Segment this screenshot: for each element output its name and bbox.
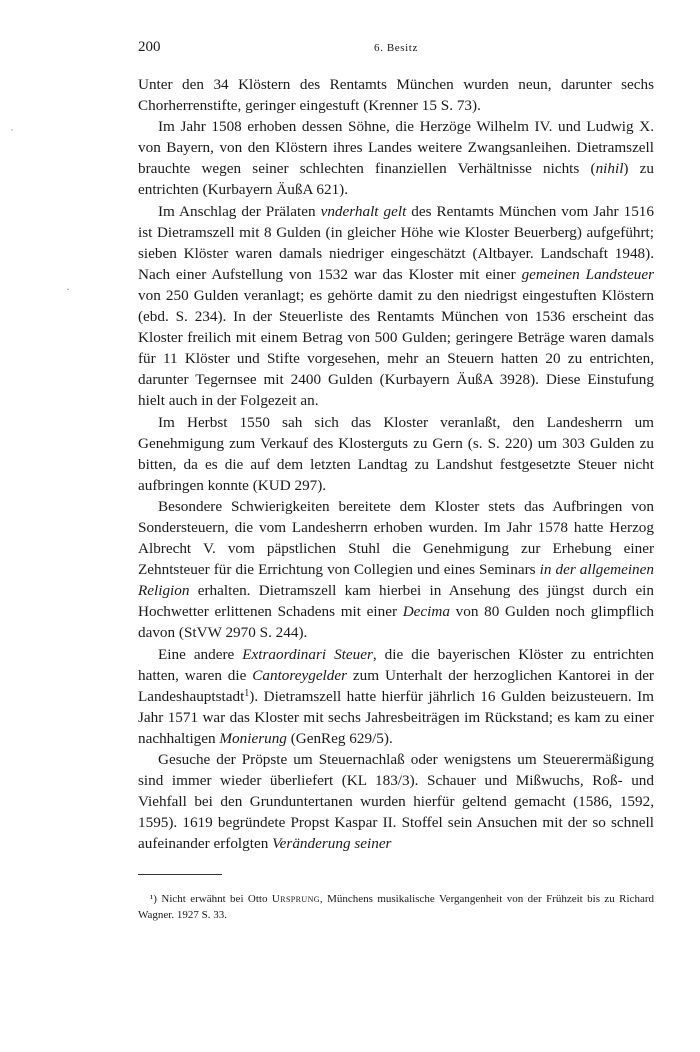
- italic-term: Cantoreygelder: [252, 666, 348, 684]
- page-header: [138, 38, 654, 60]
- italic-term: vnderhalt gelt: [320, 202, 407, 220]
- text-run: Im Herbst 1550 sah sich das Kloster veranlaßt, den Landesherrn um Genehmigung zum Verkauf des Klosterguts zu Gern (s. S. 220) um 303 Gulden zu bitten, da es die auf dem letzten Landtag zu Landshut festgesetzte Steuer nicht aufbringen konnte (KUD 297).: [138, 413, 654, 494]
- text-run: von 80 Gulden noch glimpflich davon (StVW 2970 S. 244).: [138, 603, 654, 642]
- footnote-divider: [138, 874, 222, 875]
- text-run: Besondere Schwierigkeiten bereitete dem Kloster stets das Aufbringen von Sondersteuern, die vom Landesherrn erhoben wurden. Im Jahr 1578 hatte Herzog Albrecht V. vom päpstlichen Stuhl die Genehmigung zur Erhebung einer Zehntsteuer für die Errichtung von Collegien und eines Seminars: [138, 497, 654, 579]
- text-run: Im Jahr 1508 erhoben dessen Söhne, die Herzöge Wilhelm IV. und Ludwig X. von Bayern, von den Klöstern ihres Landes weitere Zwangsanleihen. Dietramszell brauchte wegen seiner schlechten finanziellen Verhältnisse nichts (: [138, 118, 654, 178]
- paragraph: [138, 749, 654, 854]
- text-run: Gesuche der Pröpste um Steuernachlaß oder wenigstens um Steuerermäßigung sind immer wieder überliefert (KL 183/3). Schauer und Mißwuchs, Roß- und Viehfall bei den Grunduntertanen wurden hierfür geltend gemacht (1586, 1592, 1595). 1619 begründete Propst Kaspar II. Stoffel sein Ansuchen mit der so schnell aufeinander erfolgten: [138, 751, 654, 853]
- text-run: ). Dietramszell hatte hierfür jährlich 16 Gulden beizusteuern. Im Jahr 1571 war das Kloster mit sechs Jahresbeiträgen im Rückstand; es kam zu einer nachhaltigen: [138, 687, 654, 747]
- book-page: [138, 38, 654, 923]
- text-run: ¹) Nicht erwähnt bei Otto: [150, 893, 272, 906]
- paragraph: [138, 74, 654, 116]
- margin-mark: ˙: [10, 126, 14, 140]
- paragraph: [138, 201, 654, 412]
- margin-mark: ·: [66, 282, 70, 296]
- text-run: , die die bayerischen Klöster zu entrichten hatten, waren die: [138, 645, 654, 684]
- footnote: [138, 891, 654, 923]
- paragraph: [138, 116, 654, 200]
- paragraph: [138, 644, 654, 749]
- text-run: ) zu entrichten (Kurbayern ÄußA 621).: [138, 160, 654, 199]
- body-text: [138, 74, 654, 854]
- italic-term: gemeinen Landsteuer: [521, 265, 654, 283]
- text-run: von 250 Gulden veranlagt; es gehörte damit zu den niedrigst eingestuften Klöstern (ebd. S. 234). In der Steuerliste des Rentamts München von 1536 erscheint das Kloster freilich mit einem Betrag von 500 Gulden; geringere Beträge waren damals für 11 Klöster und Stifte vorgesehen, mehr an Steuern hatten 20 zu entrichten, darunter Tegernsee mit 2400 Gulden (Kurbayern ÄußA 3928). Diese Einstufung hielt auch in der Folgezeit an.: [138, 286, 654, 410]
- italic-term: in der allgemeinen Religion: [138, 561, 654, 600]
- text-run: (GenReg 629/5).: [286, 729, 393, 747]
- text-run: erhalten. Dietramszell kam hierbei in Ansehung des jüngst durch ein Hochwetter erlittenen Schadens mit einer: [138, 582, 654, 621]
- author-name: Ursprung: [271, 893, 320, 906]
- text-run: , Münchens musikalische Vergangenheit von der Frühzeit bis zu Richard Wagner. 1927 S. 33.: [138, 893, 654, 922]
- paragraph: [138, 496, 654, 644]
- italic-term: Monierung: [219, 729, 287, 747]
- italic-term: Veränderung seiner: [272, 835, 392, 853]
- text-run: zum Unterhalt der herzoglichen Kantorei in der Landeshauptstadt: [138, 666, 654, 705]
- text-run: Eine andere: [158, 645, 243, 663]
- italic-term: nihil: [595, 160, 624, 178]
- paragraph: [138, 412, 654, 496]
- page-number: 200: [138, 39, 161, 55]
- italic-term: Decima: [402, 603, 450, 621]
- italic-term: Extraordinari Steuer: [242, 645, 373, 663]
- running-head: 6. Besitz: [374, 42, 418, 54]
- text-run: des Rentamts München vom Jahr 1516 ist Dietramszell mit 8 Gulden (in gleicher Höhe wie Kloster Beuerberg) aufgeführt; sieben Klöster waren damals niedriger eingeschätzt (Altbayer. Landschaft 1948). Nach einer Aufstellung von 1532 war das Kloster mit einer: [138, 202, 654, 283]
- footnote-reference: 1: [244, 687, 250, 699]
- text-run: Unter den 34 Klöstern des Rentamts München wurden neun, darunter sechs Chorherrenstifte, geringer eingestuft (Krenner 15 S. 73).: [138, 76, 654, 115]
- text-run: Im Anschlag der Prälaten: [158, 202, 321, 220]
